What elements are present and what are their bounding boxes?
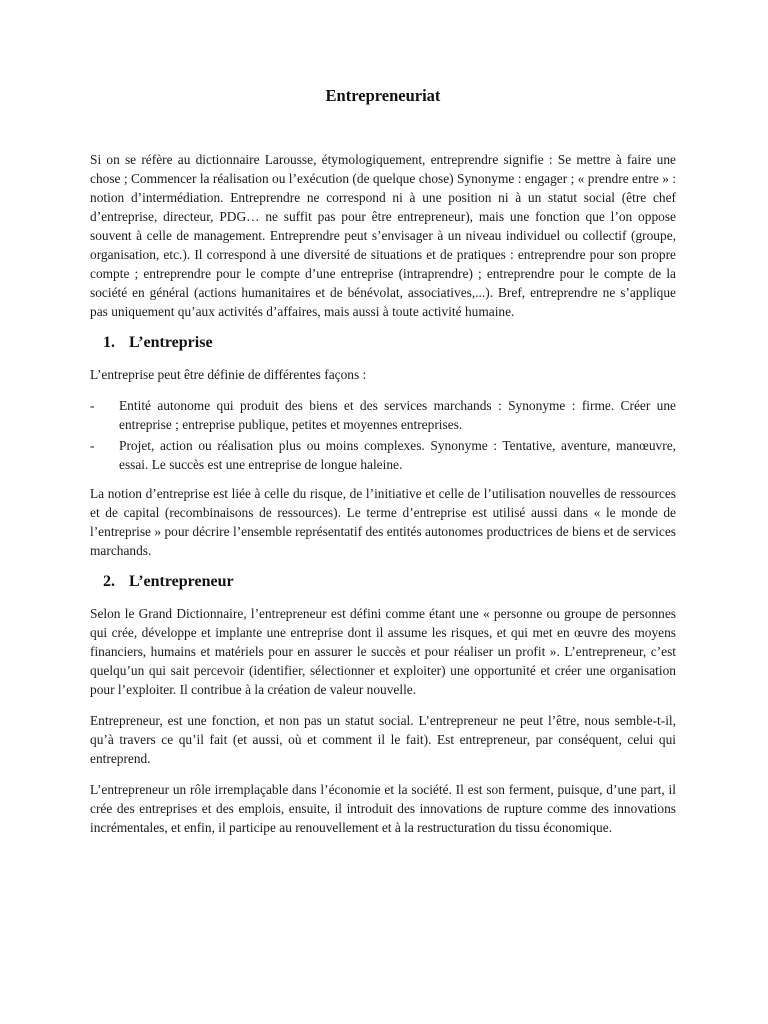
list-item-text: Entité autonome qui produit des biens et des services marchands : Synonyme : firme. Créer une entreprise ; entreprise publique, petites et moyennes entreprises.	[119, 398, 676, 432]
document-title: Entrepreneuriat	[325, 86, 441, 105]
paragraph: Entrepreneur, est une fonction, et non pas un statut social. L’entrepreneur ne peut l’être, nous semble-t-il, qu’à travers ce qu’il fait (et aussi, où et comment il le fait). Est entrepreneur, par conséquent, celui qui entreprend.	[90, 713, 676, 766]
section-title: L’entreprise	[129, 334, 213, 351]
dash-bullet: -	[90, 438, 95, 453]
section-lead: L’entreprise peut être définie de différentes façons :	[90, 367, 367, 382]
section-title: L’entrepreneur	[129, 573, 234, 590]
paragraph: La notion d’entreprise est liée à celle du risque, de l’initiative et celle de l’utilisation nouvelles de ressources et de capital (recombinaisons de ressources). Le terme d’entreprise est utilisé aussi dans « le monde de l’entreprise » pour décrire l’ensemble représentatif des entités autonomes productrices de biens et de services marchands.	[90, 486, 676, 558]
intro-paragraph: Si on se réfère au dictionnaire Larousse, étymologiquement, entreprendre signifie : Se mettre à faire une chose ; Commencer la réalisation ou l’exécution (de quelque chose) Synonyme : engager ; « prendre entre » : notion d’intermédiation. Entreprendre ne correspond ni à une position ni à un statut social (être chef d’entreprise, directeur, PDG… ne suffit pas pour être entrepreneur), mais une fonction que l’on oppose souvent à celle de management. Entreprendre peut s’envisager à un niveau individuel ou collectif (groupe, organisation, etc.). Il correspond à une diversité de situations et de pratiques : entreprendre pour son propre compte ; entreprendre pour le compte d’une entreprise (intraprendre) ; entreprendre pour le compte de la société en général (actions humanitaires et de bénévolat, associatives,...). Bref, entreprendre ne s’applique pas uniquement qu’aux activités d’affaires, mais aussi à toute activité humaine.	[90, 152, 676, 319]
document-page	[90, 86, 676, 849]
section-entrepreneur	[90, 572, 676, 837]
list-item	[90, 436, 676, 474]
paragraph: L’entrepreneur un rôle irremplaçable dans l’économie et la société. Il est son ferment, puisque, d’une part, il crée des entreprises et des emplois, ensuite, il introduit des innovations de rupture comme des innovations incrémentales, et enfin, il participe au renouvellement et à la restructuration du tissu économique.	[90, 782, 676, 835]
definition-list	[90, 396, 676, 474]
section-heading	[90, 333, 676, 353]
section-number: 1.	[103, 334, 115, 351]
list-item-text: Projet, action ou réalisation plus ou moins complexes. Synonyme : Tentative, aventure, manœuvre, essai. Le succès est une entreprise de longue haleine.	[119, 438, 676, 472]
paragraph: Selon le Grand Dictionnaire, l’entrepreneur est défini comme étant une « personne ou groupe de personnes qui crée, développe et implante une entreprise dont il assume les risques, et qui met en œuvre des moyens financiers, humains et matériels pour en assurer le succès et pour réaliser un profit ». L’entrepreneur, c’est quelqu’un qui sait percevoir (identifier, sélectionner et exploiter) une opportunité et créer une organisation pour l’exploiter. Il contribue à la création de valeur nouvelle.	[90, 606, 676, 697]
dash-bullet: -	[90, 398, 95, 413]
section-heading	[90, 572, 676, 592]
section-entreprise	[90, 333, 676, 560]
list-item	[90, 396, 676, 434]
section-number: 2.	[103, 573, 115, 590]
